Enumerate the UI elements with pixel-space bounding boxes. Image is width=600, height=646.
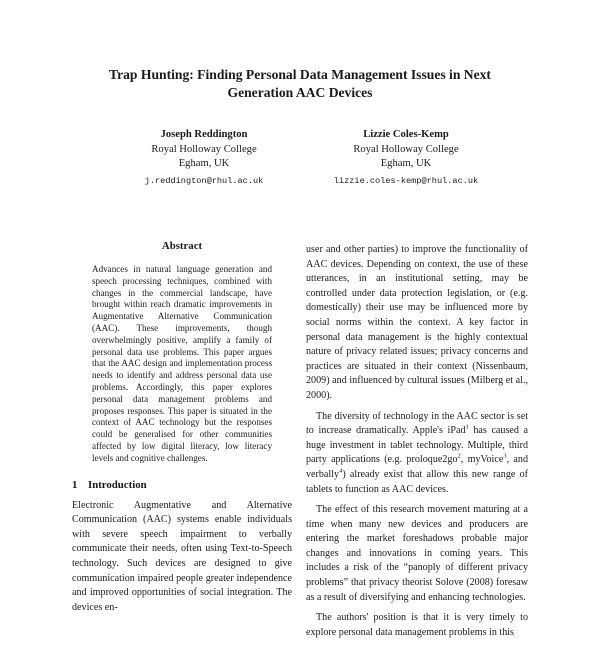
paragraph-2-text-e: ) already exist that allow this new range of tablets to function as AAC devices. <box>306 468 528 495</box>
body-paragraph-4: The authors' position is that it is very timely to explore personal data management problems in this <box>306 612 528 638</box>
intro-paragraph: Electronic Augmentative and Alternative Communication (AAC) systems enable individuals with severe speech impairment to verbally communicate their needs, often using Text-to-Speech technology. Such devices are designed to give communication impaired people greater independence and improved opportunities of social integration. The devices en- <box>72 499 292 613</box>
paragraph-2-text-a: The diversity of technology in the AAC sector is set to increase dramatically. Apple's iPad <box>306 410 528 437</box>
footnote-marker-3: 3 <box>503 452 507 460</box>
paragraph-2-text-c: , myVoice <box>460 454 504 466</box>
paper-title <box>60 66 540 102</box>
section-number: 1 <box>72 478 78 491</box>
author-name: Joseph Reddington <box>160 129 248 140</box>
right-column <box>306 243 528 646</box>
section-heading-introduction <box>72 479 292 491</box>
title-line-1: Trap Hunting: Finding Personal Data Management Issues in Next <box>109 67 491 82</box>
body-paragraph-2 <box>306 410 528 498</box>
author-location: Egham, UK <box>380 158 432 170</box>
author-email: j.reddington@rhul.ac.uk <box>144 175 264 186</box>
author-location: Egham, UK <box>178 158 230 170</box>
author-email: lizzie.coles-kemp@rhul.ac.uk <box>333 175 479 186</box>
title-line-2: Generation AAC Devices <box>227 85 373 100</box>
author-block-1 <box>104 128 304 188</box>
author-affiliation: Royal Holloway College <box>151 143 257 155</box>
section-title: Introduction <box>88 478 147 491</box>
footnote-marker-1: 1 <box>465 423 469 431</box>
paragraph-2-text-d: , and verbally <box>306 454 528 480</box>
author-block-2 <box>306 128 506 188</box>
body-paragraph-3: The effect of this research movement maturing at a time when many new devices and producers are entering the market foreshadows probable major changes and innovations in coming years. This includes a risk of the “panoply of different privacy problems” that privacy theorist Solove (2008) foresaw as a result of diversifying and enhancing technologies. <box>306 504 528 603</box>
abstract-heading: Abstract <box>161 240 203 252</box>
abstract-text: Advances in natural language generation and speech processing techniques, combined with changes in the commercial landscape, have brought within reach dramatic improvements in Augmentative Alternative Communication (AAC). These improvements, though overwhelmingly positive, amplify a family of personal data use problems. This paper argues that the AAC design and implementation process needs to identify and address personal data use problems. Accordingly, this paper explores personal data management problems and proposes responses. This paper is situated in the context of AAC technology but the responses could be generalised for other communities affected by low digital literacy, low literacy levels and cognitive challenges. <box>92 264 272 463</box>
author-affiliation: Royal Holloway College <box>353 143 459 155</box>
author-name: Lizzie Coles-Kemp <box>363 129 449 140</box>
body-paragraph-1: user and other parties) to improve the functionality of AAC devices. Depending on context, the use of these utterances, in an institutional setting, may be controlled under data protection legislation, or (e.g. domestically) their use may be influenced more by social norms within the context. A key factor in personal data management is the highly contextual nature of privacy related issues; privacy concerns and practices are situated in their context (Nissenbaum, 2009) and influenced by cultural issues (Milberg et al., 2000). <box>306 244 528 401</box>
footnote-marker-2: 2 <box>457 452 461 460</box>
footnote-marker-4: 4 <box>339 467 343 475</box>
paragraph-2-text-b: has caused a huge investment in tablet technology. Multiple, third party applications (e.g. proloque2go <box>306 425 528 466</box>
left-column <box>72 240 292 615</box>
